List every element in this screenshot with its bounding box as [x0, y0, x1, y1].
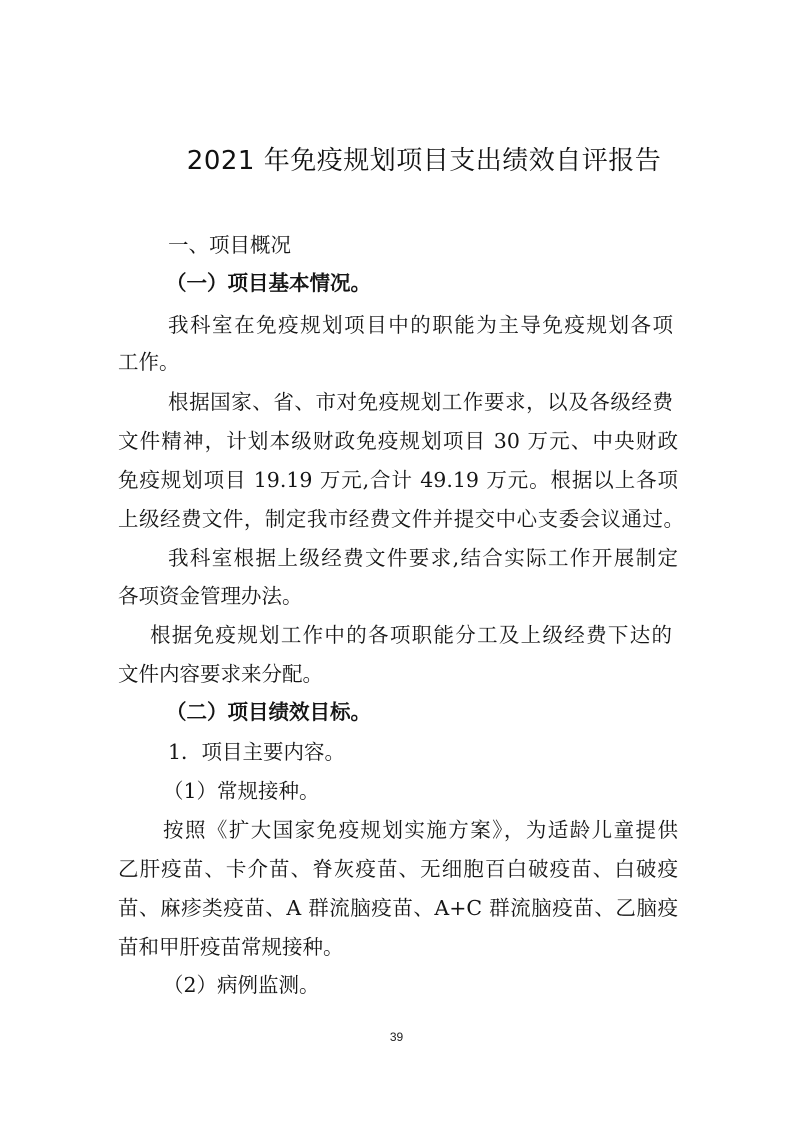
paragraph-line: 乙肝疫苗、卡介苗、脊灰疫苗、无细胞百白破疫苗、白破疫: [118, 857, 678, 881]
section-heading: 一、项目概况: [168, 233, 291, 257]
paragraph-line: 我科室根据上级经费文件要求,结合实际工作开展制定: [168, 546, 678, 570]
subsection-heading: （一）项目基本情况。: [166, 271, 371, 295]
paragraph-line: 上级经费文件，制定我市经费文件并提交中心支委会议通过。: [118, 507, 684, 531]
document-title: 2021 年免疫规划项目支出绩效自评报告: [186, 146, 662, 176]
paragraph-line: 各项资金管理办法。: [118, 584, 303, 608]
paragraph-line: 苗、麻疹类疫苗、A 群流脑疫苗、A+C 群流脑疫苗、乙脑疫: [118, 896, 678, 920]
paragraph-line: 苗和甲肝疫苗常规接种。: [118, 935, 344, 959]
paragraph-line: 根据免疫规划工作中的各项职能分工及上级经费下达的: [150, 623, 672, 647]
paragraph-line: 根据国家、省、市对免疫规划工作要求，以及各级经费: [168, 390, 673, 414]
paragraph-line: 文件内容要求来分配。: [118, 662, 323, 686]
page-number: 39: [389, 1030, 404, 1044]
paragraph-line: 工作。: [118, 350, 180, 374]
paragraph-line: 免疫规划项目 19.19 万元,合计 49.19 万元。根据以上各项: [118, 468, 678, 492]
paragraph-line: 文件精神，计划本级财政免疫规划项目 30 万元、中央财政: [118, 429, 678, 453]
subsection-heading: （二）项目绩效目标。: [166, 700, 371, 724]
list-heading: （1）常规接种。: [163, 779, 320, 803]
list-heading: 1．项目主要内容。: [168, 740, 346, 764]
list-heading: （2）病例监测。: [163, 973, 320, 997]
paragraph-line: 按照《扩大国家免疫规划实施方案》，为适龄儿童提供: [163, 818, 678, 842]
paragraph-line: 我科室在免疫规划项目中的职能为主导免疫规划各项: [168, 313, 673, 337]
